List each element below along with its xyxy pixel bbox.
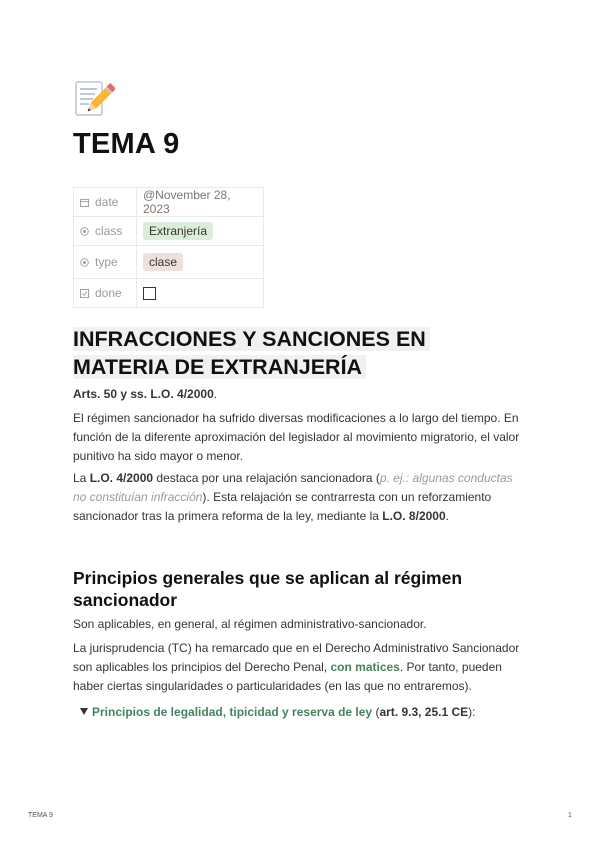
section-heading bbox=[73, 325, 430, 381]
footer-title: TEMA 9 bbox=[28, 812, 53, 819]
property-key bbox=[74, 217, 137, 246]
section-paragraph-2: La L.O. 4/2000 destaca por una relajación sancionadora (p. ej.: algunas conductas no constituían infracción). Esta relajación se contrarresta con un reforzamiento sancionador tras la primera reforma de la ley, mediante la L.O. 8/2000. bbox=[73, 471, 513, 523]
arts-reference-text: Arts. 50 y ss. L.O. 4/2000 bbox=[73, 387, 214, 401]
subsection-heading: Principios generales que se aplican al régimen sancionador bbox=[73, 568, 463, 610]
calendar-icon bbox=[80, 198, 89, 207]
type-tag[interactable]: clase bbox=[143, 253, 183, 271]
subsection-paragraph-1: Son aplicables, en general, al régimen administrativo-sancionador. bbox=[73, 617, 427, 631]
footer-page-number: 1 bbox=[568, 812, 572, 819]
property-row-date bbox=[74, 188, 264, 217]
property-value-done bbox=[137, 279, 264, 308]
section-paragraph-1: El régimen sancionador ha sufrido diversas modificaciones a lo largo del tiempo. En función de la diferente aproximación del legislador al movimiento migratorio, el valor punitivo ha sido mayor o menor. bbox=[73, 411, 520, 463]
property-value-date[interactable]: @November 28, 2023 bbox=[137, 188, 264, 217]
section-heading-line1: INFRACCIONES Y SANCIONES EN bbox=[73, 327, 430, 351]
property-value-type[interactable] bbox=[137, 246, 264, 279]
toggle-label: Principios de legalidad, tipicidad y reserva de ley bbox=[92, 705, 373, 719]
checkbox-property-icon bbox=[80, 289, 89, 298]
toggle-triangle-icon[interactable] bbox=[80, 708, 88, 715]
law-reference: L.O. 4/2000 bbox=[89, 471, 154, 485]
property-key bbox=[74, 188, 137, 217]
page-title: TEMA 9 bbox=[73, 128, 180, 160]
property-label-date: date bbox=[95, 195, 119, 209]
done-checkbox[interactable] bbox=[143, 287, 156, 300]
law-reference: L.O. 8/2000 bbox=[382, 509, 446, 523]
select-icon bbox=[80, 227, 89, 236]
property-key bbox=[74, 246, 137, 279]
property-key bbox=[74, 279, 137, 308]
property-label-type: type bbox=[95, 255, 118, 269]
toggle-reference: art. 9.3, 25.1 CE bbox=[379, 705, 469, 719]
properties-table bbox=[73, 187, 264, 308]
subsection-paragraph-2: La jurisprudencia (TC) ha remarcado que en el Derecho Administrativo Sancionador son aplicables los principios del Derecho Penal, con matices. Por tanto, pueden haber ciertas singularidades o particularidades (en las que no entraremos). bbox=[73, 641, 520, 693]
memo-icon bbox=[73, 78, 115, 120]
select-icon bbox=[80, 258, 89, 267]
class-tag[interactable]: Extranjería bbox=[143, 222, 213, 240]
property-label-done: done bbox=[95, 286, 122, 300]
arts-reference: Arts. 50 y ss. L.O. 4/2000. bbox=[73, 387, 218, 401]
highlight-text: con matices bbox=[330, 660, 400, 674]
property-row-done bbox=[74, 279, 264, 308]
property-label-class: class bbox=[95, 224, 123, 238]
section-heading-line2: MATERIA DE EXTRANJERÍA bbox=[73, 355, 366, 379]
toggle-principles[interactable]: Principios de legalidad, tipicidad y reserva de ley (art. 9.3, 25.1 CE): bbox=[80, 703, 476, 721]
property-row-class bbox=[74, 217, 264, 246]
property-row-type bbox=[74, 246, 264, 279]
property-value-class[interactable] bbox=[137, 217, 264, 246]
example-text: p. ej.: algunas conductas no constituían infracción bbox=[73, 471, 513, 504]
